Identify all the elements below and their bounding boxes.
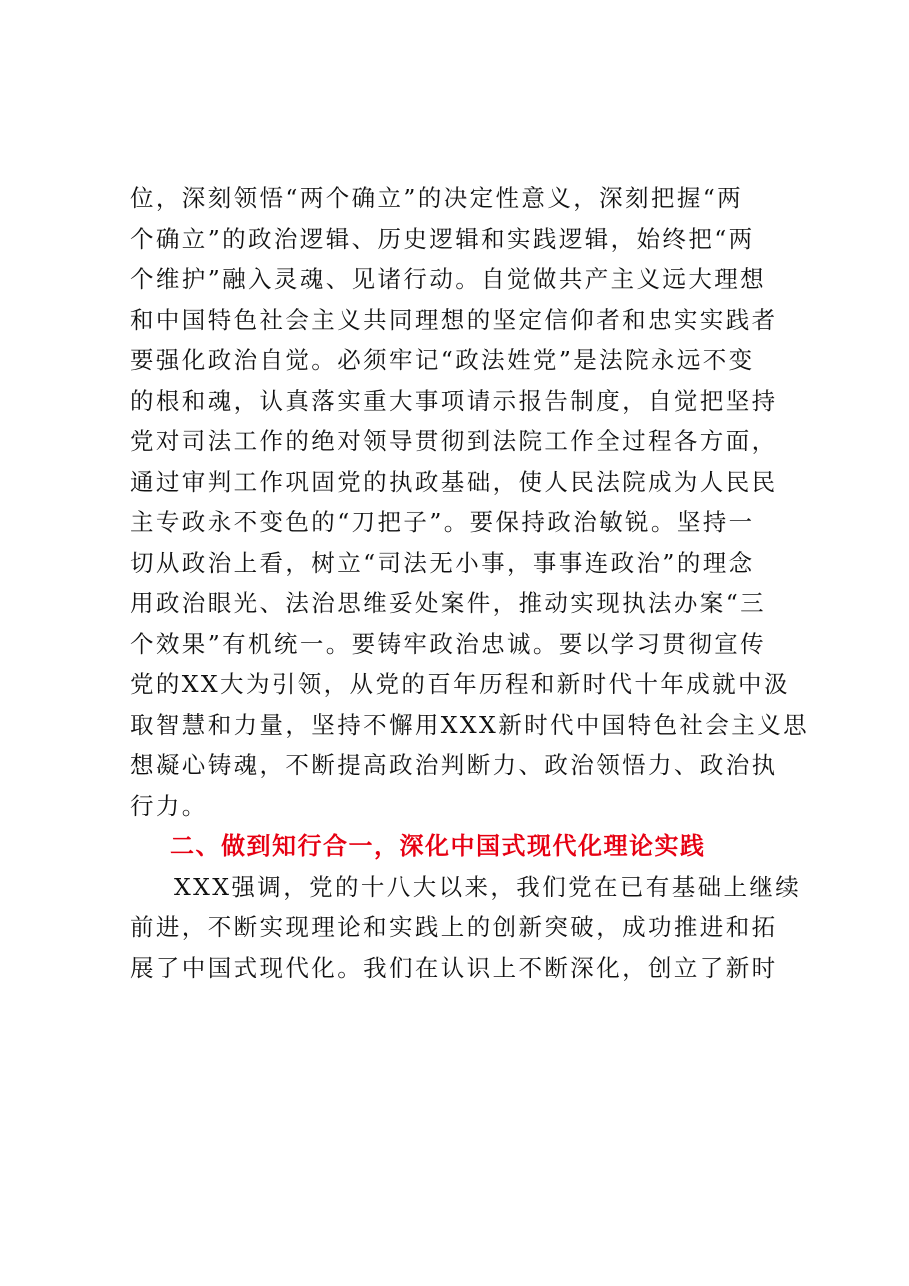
body-line: 切从政治上看，树立“司法无小事，事事连政治”的理念 [130,548,755,577]
body-line: 展了中国式现代化。我们在认识上不断深化，创立了新时 [130,953,778,982]
body-line: 党的XX大为引领，从党的百年历程和新时代十年成就中汲 [130,670,790,698]
document-body [130,178,820,988]
body-line: 主专政永不变色的“刀把子”。要保持政治敏锐。坚持一 [130,508,755,536]
body-line: 通过审判工作巩固党的执政基础，使人民法院成为人民民 [130,467,778,496]
body-line: 要强化政治自觉。必须牢记“政法姓党”是法院永远不变 [130,346,755,374]
body-line: 个效果”有机统一。要铸牢政治忠诚。要以学习贯彻宣传 [130,629,767,658]
body-line: 取智慧和力量，坚持不懈用XXX新时代中国特色社会主义思 [130,710,809,739]
body-line: 用政治眼光、法治思维妥处案件，推动实现执法办案“三 [130,589,767,617]
body-line: 位，深刻领悟“两个确立”的决定性意义，深刻把握“两 [130,184,744,212]
body-line: XXX强调，党的十八大以来，我们党在已有基础上继续 [174,872,802,901]
body-line: 个维护”融入灵魂、见诸行动。自觉做共产主义远大理想 [130,265,767,293]
body-line: 前进，不断实现理论和实践上的创新突破，成功推进和拓 [130,913,778,941]
body-line: 和中国特色社会主义共同理想的坚定信仰者和忠实实践者 [130,305,778,334]
body-line: 党对司法工作的绝对领导贯彻到法院工作全过程各方面， [130,427,778,455]
body-line: 行力。 [130,791,208,820]
section-heading: 二、做到知行合一，深化中国式现代化理论实践 [170,832,706,860]
body-line: 个确立”的政治逻辑、历史逻辑和实践逻辑，始终把“两 [130,224,755,253]
body-line: 想凝心铸魂，不断提高政治判断力、政治领悟力、政治执 [130,751,778,779]
body-line: 的根和魂，认真落实重大事项请示报告制度，自觉把坚持 [130,386,778,415]
